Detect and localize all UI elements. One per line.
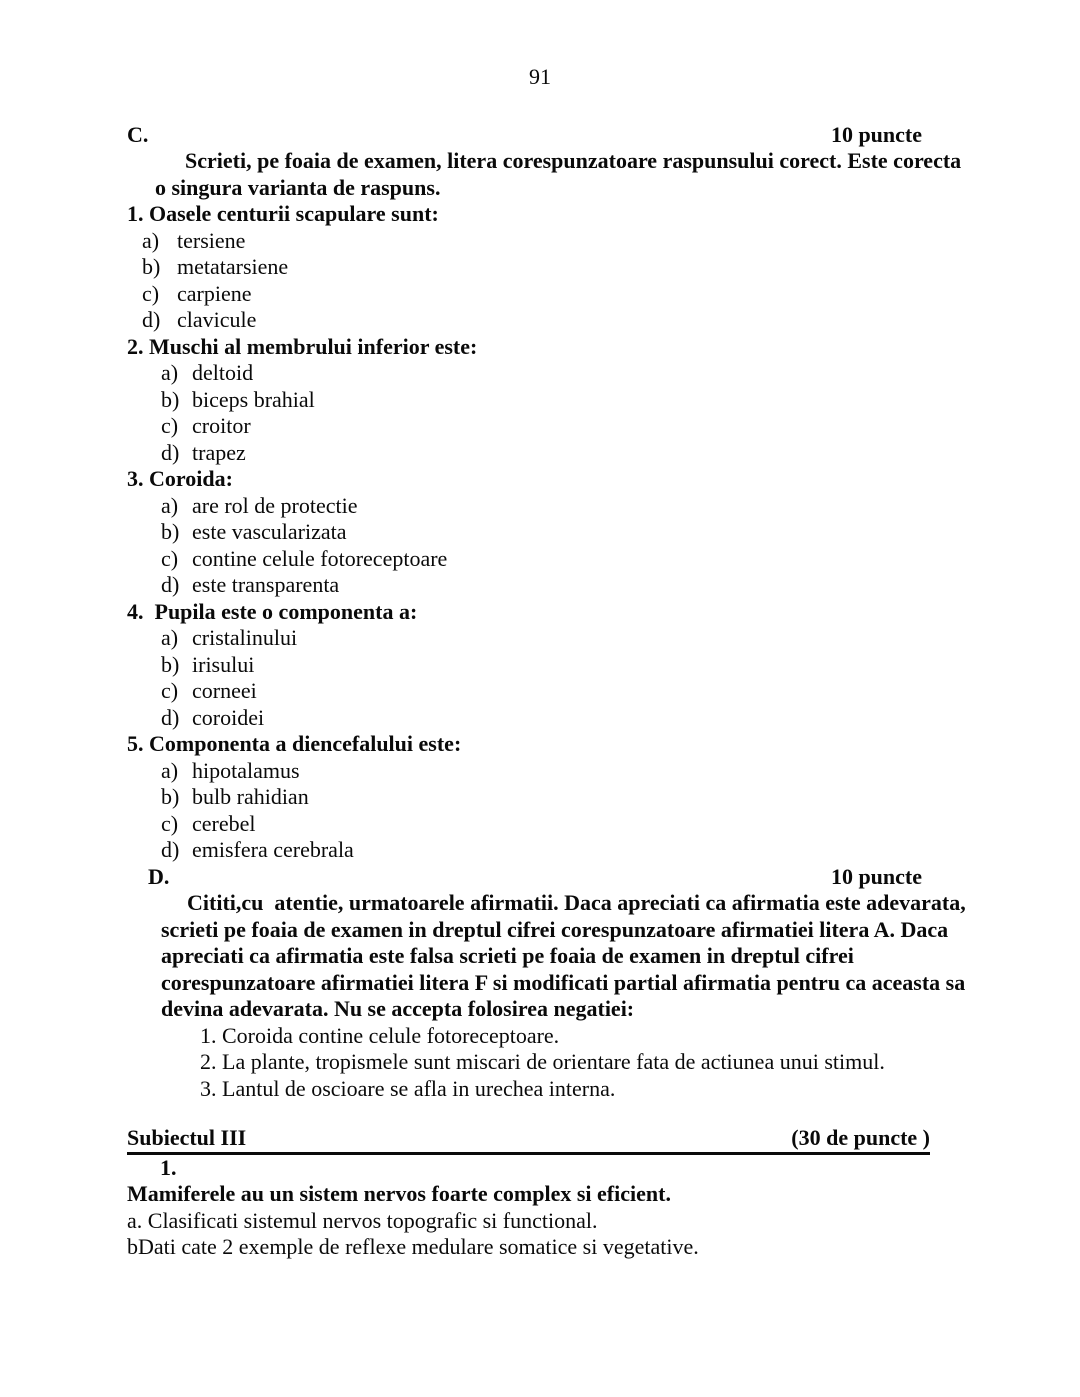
question-2-option-b: [161, 387, 940, 414]
option-text: coroidei: [192, 704, 265, 730]
subject-3-item-number: 1.: [160, 1154, 177, 1180]
section-d-intro-line-5: devina adevarata. Nu se accepta folosirea negatiei:: [161, 996, 635, 1021]
option-marker: c): [161, 413, 179, 438]
section-c-intro-line-1: Scrieti, pe foaia de examen, litera corespunzatoare raspunsului corect. Este corecta: [185, 148, 962, 173]
subject-3-task-a: a. Clasificati sistemul nervos topografic si functional.: [127, 1207, 598, 1233]
question-2-stem: 2. Muschi al membrului inferior este:: [127, 333, 478, 359]
question-1-stem: 1. Oasele centurii scapulare sunt:: [127, 201, 439, 226]
subject-3-points: (30 de puncte ): [791, 1125, 930, 1150]
option-marker: a): [161, 757, 179, 783]
question-3-option-c: [161, 546, 940, 573]
section-c-label: C.: [127, 121, 149, 147]
option-text: bulb rahidian: [192, 784, 309, 809]
section-d-intro-line-1: Cititi,cu atentie, urmatoarele afirmatii. Daca apreciati ca afirmatia este adevarata,: [187, 890, 966, 915]
question-5-option-a: [161, 758, 940, 785]
section-c-header: [127, 122, 940, 149]
option-marker: b): [161, 651, 180, 677]
question-5-option-b: [161, 784, 940, 811]
option-text: contine celule fotoreceptoare: [192, 545, 448, 571]
option-text: corneei: [192, 678, 257, 703]
option-marker: c): [142, 280, 160, 306]
statement-2: 2. La plante, tropismele sunt miscari de orientare fata de actiunea unui stimul.: [200, 1049, 885, 1074]
option-marker: c): [161, 545, 179, 571]
option-marker: c): [161, 678, 179, 703]
page-number: 91: [529, 64, 551, 89]
option-text: deltoid: [192, 360, 254, 385]
option-text: tersiene: [177, 227, 246, 253]
question-4-stem: 4. Pupila este o componenta a:: [127, 598, 418, 624]
question-3-option-d: [161, 572, 940, 599]
option-marker: d): [142, 307, 161, 332]
question-1-option-b: [142, 254, 940, 281]
option-text: hipotalamus: [192, 757, 300, 783]
question-4-option-d: [161, 705, 940, 732]
question-2-option-d: [161, 440, 940, 467]
question-2-option-a: [161, 360, 940, 387]
section-d-points: 10 puncte: [830, 863, 922, 889]
section-d-intro-line-2: scrieti pe foaia de examen in dreptul cifrei corespunzatoare afirmatiei litera A. Daca: [161, 916, 949, 942]
question-4-option-a: [161, 625, 940, 652]
option-marker: d): [161, 439, 180, 465]
question-3-stem: 3. Coroida:: [127, 466, 233, 491]
statement-1: 1. Coroida contine celule fotoreceptoare.: [200, 1022, 560, 1048]
option-text: biceps brahial: [192, 386, 315, 412]
subject-3-title: Subiectul III: [127, 1125, 247, 1150]
option-text: croitor: [192, 413, 251, 438]
question-1-option-a: [142, 228, 940, 255]
subject-3-header: [127, 1125, 930, 1155]
option-marker: a): [161, 492, 179, 518]
question-4-option-b: [161, 652, 940, 679]
section-d-header: [127, 864, 940, 891]
question-3-option-b: [161, 519, 940, 546]
option-marker: b): [142, 254, 161, 279]
option-text: cerebel: [192, 810, 256, 836]
subject-3-statement: Mamiferele au un sistem nervos foarte complex si eficient.: [127, 1181, 671, 1206]
option-text: trapez: [192, 439, 246, 465]
statement-3: 3. Lantul de oscioare se afla in urechea interna.: [200, 1075, 616, 1101]
option-marker: b): [161, 784, 180, 809]
section-c-intro-line-2: o singura varianta de raspuns.: [155, 174, 441, 200]
question-2-option-c: [161, 413, 940, 440]
option-text: cristalinului: [192, 625, 298, 650]
option-marker: b): [161, 386, 180, 412]
option-text: metatarsiene: [177, 254, 289, 279]
option-text: carpiene: [177, 280, 252, 306]
question-3-option-a: [161, 493, 940, 520]
question-5-option-c: [161, 811, 940, 838]
option-marker: b): [161, 519, 180, 544]
option-marker: d): [161, 704, 180, 730]
option-text: emisfera cerebrala: [192, 837, 354, 862]
subject-3-task-b: bDati cate 2 exemple de reflexe medulare somatice si vegetative.: [127, 1234, 699, 1259]
option-marker: a): [161, 360, 179, 385]
option-text: clavicule: [177, 307, 257, 332]
option-marker: d): [161, 837, 180, 862]
section-d-label: D.: [148, 863, 170, 889]
question-1-option-d: [142, 307, 940, 334]
section-d-intro-line-4: corespunzatoare afirmatiei litera F si modificati partial afirmatia pentru ca aceasta sa: [161, 969, 966, 995]
option-text: are rol de protectie: [192, 492, 358, 518]
section-d-intro-line-3: apreciati ca afirmatia este falsa scrieti pe foaia de examen in dreptul cifrei: [161, 943, 854, 968]
question-1-option-c: [142, 281, 940, 308]
option-text: este vascularizata: [192, 519, 347, 544]
section-c-points: 10 puncte: [830, 121, 922, 147]
option-marker: c): [161, 810, 179, 836]
question-5-option-d: [161, 837, 940, 864]
question-4-option-c: [161, 678, 940, 705]
option-marker: a): [161, 625, 179, 650]
option-text: irisului: [192, 651, 255, 677]
page-content: [127, 121, 966, 1261]
option-marker: a): [142, 227, 160, 253]
option-marker: d): [161, 572, 180, 597]
option-text: este transparenta: [192, 572, 340, 597]
question-5-stem: 5. Componenta a diencefalului este:: [127, 731, 462, 756]
